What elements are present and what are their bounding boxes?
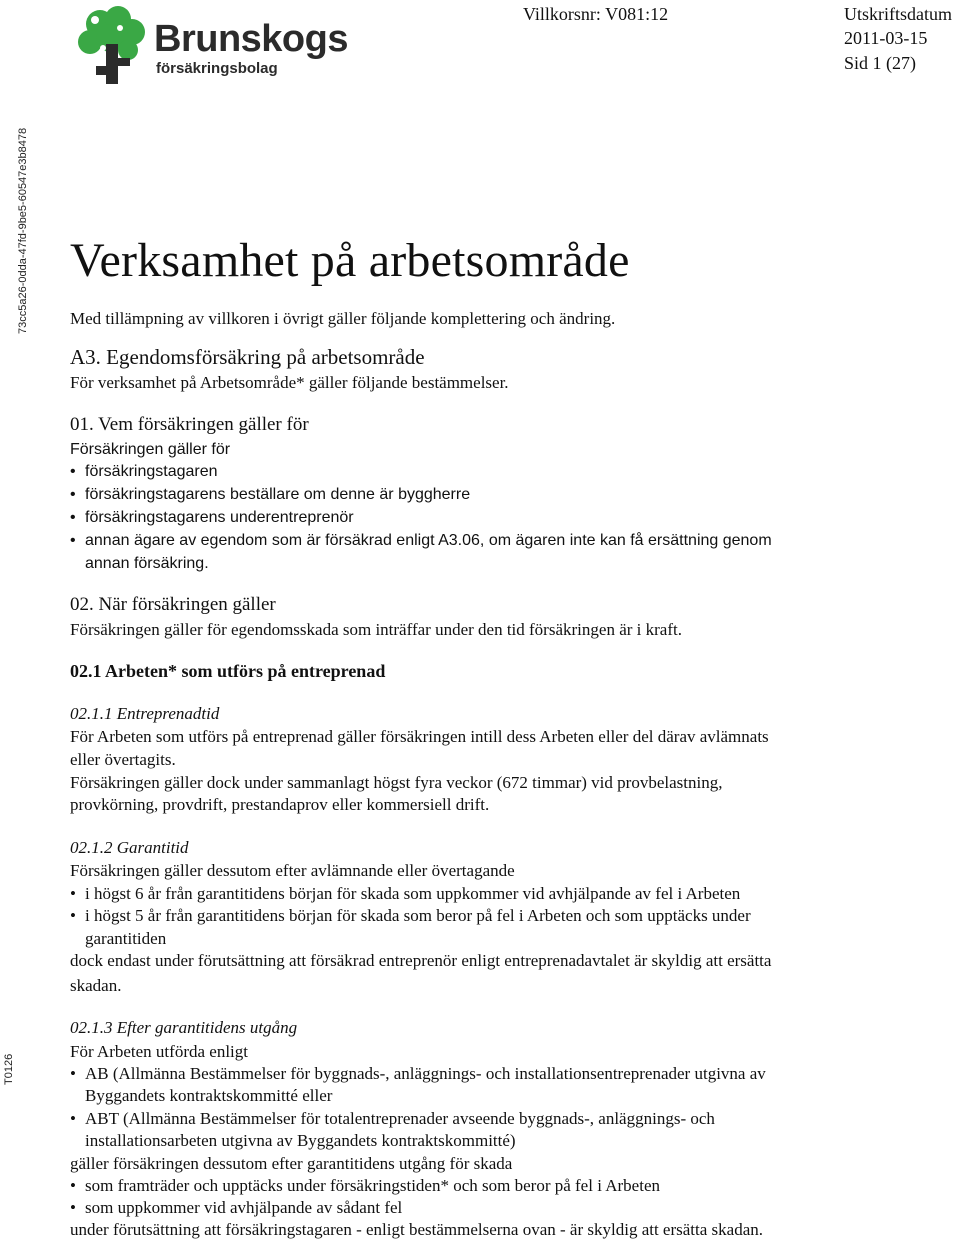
paragraph-line: skadan. [70, 976, 122, 995]
list-item: • försäkringstagarens underentreprenör [70, 509, 354, 526]
document-id: 73cc5a26-0dda-47fd-9be5-60547e3b8478 [17, 127, 29, 334]
list-item: • ABT (Allmänna Bestämmelser för totalentreprenader avseende byggnads-, anläggnings- och [70, 1109, 715, 1128]
paragraph-line: Försäkringen gäller dock under sammanlagt högst fyra veckor (672 timmar) vid provbelastning, [70, 773, 723, 792]
intro-text: Med tillämpning av villkoren i övrigt gäller följande komplettering och ändring. [70, 309, 616, 328]
section-02-1-3-heading: 02.1.3 Efter garantitidens utgång [70, 1018, 298, 1037]
section-01-intro: Försäkringen gäller för [70, 441, 231, 458]
list-item-continuation: annan försäkring. [85, 555, 209, 572]
paragraph-line: provkörning, provdrift, prestandaprov eller kommersiell drift. [70, 795, 490, 814]
paragraph-line: För Arbeten som utförs på entreprenad gäller försäkringen intill dess Arbeten eller del därav avlämnats [70, 727, 769, 746]
paragraph-line: gäller försäkringen dessutom efter garantitidens utgång för skada [70, 1154, 513, 1173]
section-02-heading: 02. När försäkringen gäller [70, 594, 276, 615]
section-02-1-heading: 02.1 Arbeten* som utförs på entreprenad [70, 661, 386, 681]
paragraph-line: dock endast under förutsättning att försäkrad entreprenör enligt entreprenadavtalet är skyldig att ersätta [70, 951, 772, 970]
section-02-text: Försäkringen gäller för egendomsskada som inträffar under den tid försäkringen är i kraft. [70, 620, 682, 639]
paragraph-line: eller övertagits. [70, 750, 176, 769]
list-item-continuation: installationsarbeten utgivna av Byggandets kontraktskommitté) [85, 1131, 516, 1150]
logo-subtitle: försäkringsbolag [156, 60, 278, 77]
list-item-continuation: garantitiden [85, 929, 167, 948]
section-02-1-2-intro: Försäkringen gäller dessutom efter avlämnande eller övertagande [70, 861, 515, 880]
section-02-1-1-heading: 02.1.1 Entreprenadtid [70, 704, 220, 723]
list-item: • i högst 5 år från garantitidens början för skada som beror på fel i Arbeten och som upptäcks under [70, 906, 751, 925]
utskriftsdatum-label: Utskriftsdatum [844, 4, 952, 24]
section-01-heading: 01. Vem försäkringen gäller för [70, 414, 309, 435]
list-item: • som uppkommer vid avhjälpande av sådant fel [70, 1198, 403, 1217]
logo-name: Brunskogs [154, 18, 348, 60]
form-code: T0126 [3, 1053, 15, 1085]
list-item: • i högst 6 år från garantitidens början för skada som uppkommer vid avhjälpande av fel i Arbeten [70, 884, 741, 903]
list-item: • AB (Allmänna Bestämmelser för byggnads-, anläggnings- och installationsentreprenader utgivna av [70, 1064, 766, 1083]
list-item-continuation: Byggandets kontraktskommitté eller [85, 1086, 333, 1105]
section-a3-text: För verksamhet på Arbetsområde* gäller följande bestämmelser. [70, 373, 509, 392]
paragraph-line: under förutsättning att försäkringstagaren - enligt bestämmelserna ovan - är skyldig att ersätta skadan. [70, 1220, 763, 1239]
tree-logo-icon [70, 4, 152, 88]
section-02-1-2-heading: 02.1.2 Garantitid [70, 838, 189, 857]
page-number: Sid 1 (27) [844, 53, 916, 73]
list-item: • försäkringstagarens beställare om denne är byggherre [70, 486, 471, 503]
list-item: • som framträder och upptäcks under försäkringstiden* och som beror på fel i Arbeten [70, 1176, 660, 1195]
company-logo [70, 4, 348, 90]
list-item: • annan ägare av egendom som är försäkrad enligt A3.06, om ägaren inte kan få ersättning genom [70, 532, 772, 549]
list-item: • försäkringstagaren [70, 463, 218, 480]
villkorsnr: Villkorsnr: V081:12 [523, 4, 669, 24]
section-a3-heading: A3. Egendomsförsäkring på arbetsområde [70, 345, 425, 369]
print-date: 2011-03-15 [844, 28, 928, 48]
section-02-1-3-intro: För Arbeten utförda enligt [70, 1042, 248, 1061]
page-title: Verksamhet på arbetsområde [70, 234, 630, 287]
